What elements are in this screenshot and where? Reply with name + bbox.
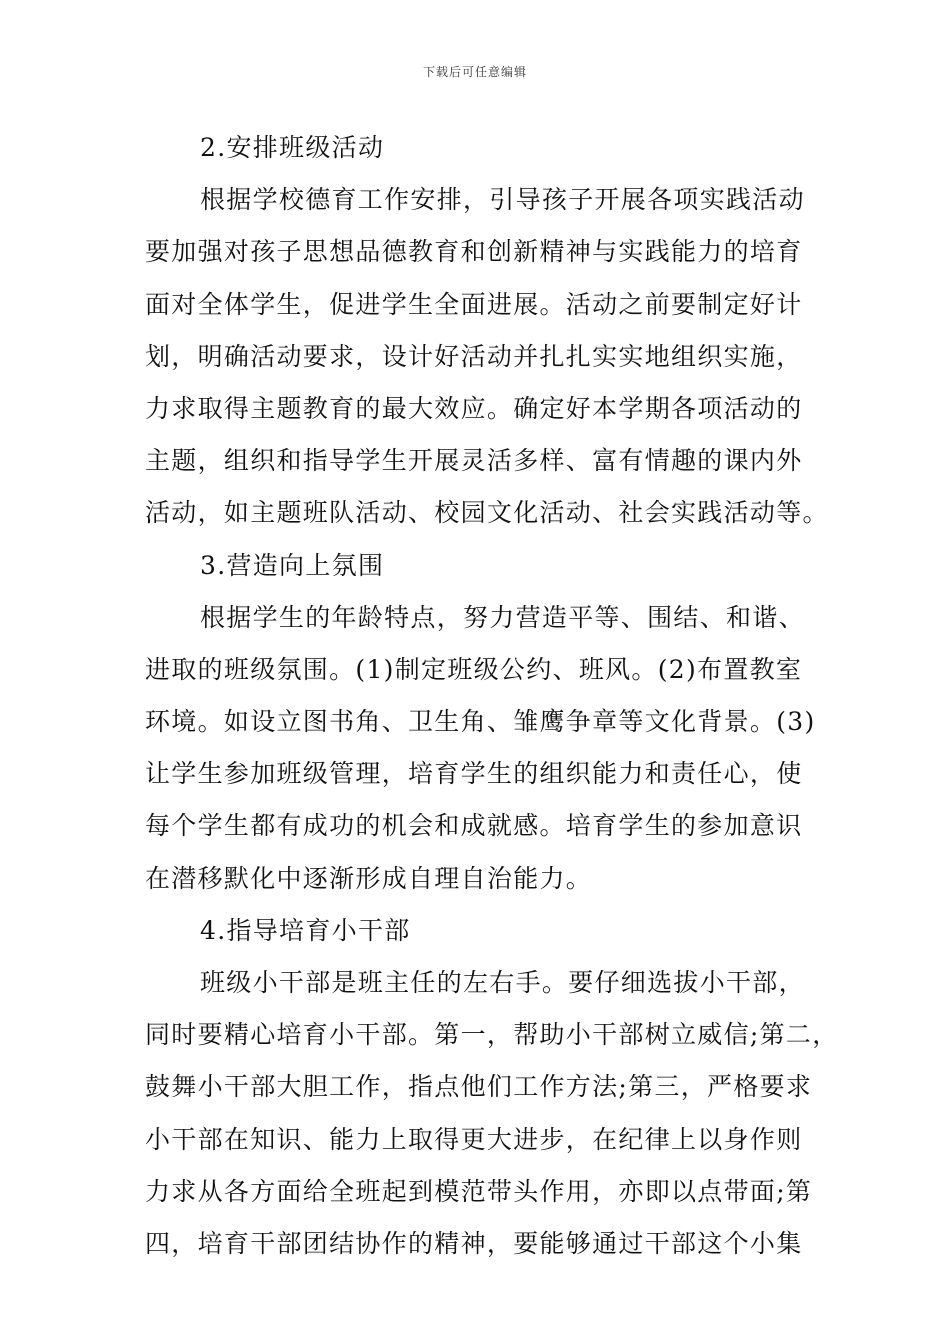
text-line: 根据学生的年龄特点，努力营造平等、围结、和谐、 xyxy=(200,602,805,632)
document-body xyxy=(145,122,839,1270)
text-line: 小干部在知识、能力上取得更大进步，在纪律上以身作则 xyxy=(145,1124,803,1154)
text-line: 根据学校德育工作安排，引导孩子开展各项实践活动 xyxy=(200,185,805,215)
text-line: 四，培育干部团结协作的精神，要能够通过干部这个小集 xyxy=(145,1228,803,1258)
text-line: 力求取得主题教育的最大效应。确定好本学期各项活动的 xyxy=(145,393,803,423)
text-line: 面对全体学生，促进学生全面进展。活动之前要制定好计 xyxy=(145,289,803,319)
text-line: 活动，如主题班队活动、校园文化活动、社会实践活动等。 xyxy=(145,498,829,528)
text-line: 环境。如设立图书角、卫生角、雏鹰争章等文化背景。(3) xyxy=(145,707,816,737)
text-line: 要加强对孩子思想品德教育和创新精神与实践能力的培育 xyxy=(145,237,803,267)
text-line: 同时要精心培育小干部。第一，帮助小干部树立威信;第二， xyxy=(145,1020,839,1050)
text-line: 进取的班级氛围。(1)制定班级公约、班风。(2)布置教室 xyxy=(145,654,803,684)
text-line: 在潜移默化中逐渐形成自理自治能力。 xyxy=(145,863,593,893)
text-line: 3.营造向上氛围 xyxy=(200,550,385,580)
text-line: 让学生参加班级管理，培育学生的组织能力和责任心，使 xyxy=(145,759,803,789)
text-line: 4.指导培育小干部 xyxy=(200,915,411,945)
text-line: 2.安排班级活动 xyxy=(200,133,385,162)
text-line: 主题，组织和指导学生开展灵活多样、富有情趣的课内外 xyxy=(145,446,803,476)
text-line: 力求从各方面给全班起到模范带头作用，亦即以点带面;第 xyxy=(145,1176,813,1206)
text-line: 班级小干部是班主任的左右手。要仔细选拔小干部， xyxy=(200,968,805,997)
text-line: 鼓舞小干部大胆工作，指点他们工作方法;第三，严格要求 xyxy=(145,1072,813,1102)
text-line: 每个学生都有成功的机会和成就感。培育学生的参加意识 xyxy=(145,811,803,841)
page-header: 下载后可任意编辑 xyxy=(422,65,527,79)
text-line: 划，明确活动要求，设计好活动并扎扎实实地组织实施， xyxy=(145,341,803,371)
